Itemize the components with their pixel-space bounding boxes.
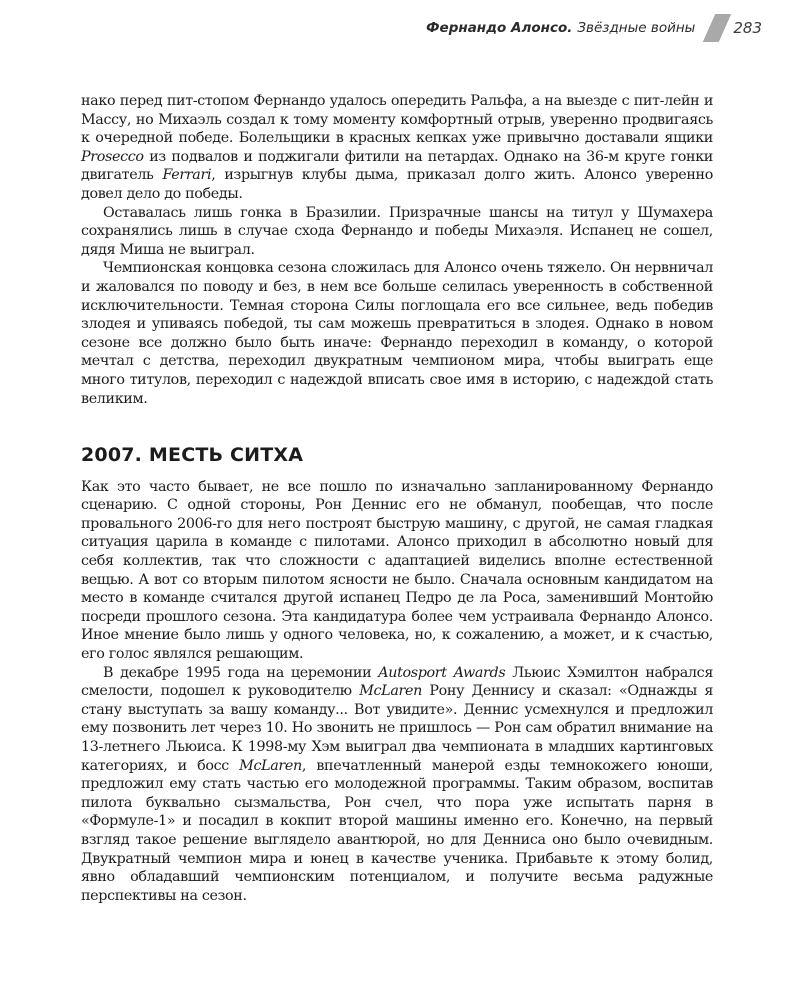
- italic-term: McLaren: [239, 757, 302, 774]
- italic-term: Prosecco: [81, 148, 144, 165]
- page-number-slash-decoration: [703, 14, 731, 42]
- page-number: 283: [733, 19, 762, 37]
- chapter-continuation: [81, 92, 713, 408]
- italic-term: McLaren: [359, 683, 422, 700]
- italic-term: Autosport Awards: [378, 664, 506, 681]
- page-body: [81, 92, 713, 905]
- body-paragraph: нако перед пит-стопом Фернандо удалось опередить Ральфа, а на выезде с пит-лейн и Массу, но Михаэль создал к тому моменту комфортный отрыв, уверенно продвигаясь к очередной победе. Болельщики в красных кепках уже привычно доставали ящики Prosecco из подвалов и поджигали фитили на петардах. Однако на 36-м круге гонки двигатель Ferrari, изрыгнув клубы дыма, приказал долго жить. Алонсо уверенно довел дело до победы.: [81, 93, 713, 202]
- body-paragraph: Оставалась лишь гонка в Бразилии. Призрачные шансы на титул у Шумахера сохранялись лишь в случае схода Фернандо и победы Михаэля. Испанец не сошел, дядя Миша не выиграл.: [81, 204, 713, 258]
- running-head: [426, 14, 762, 42]
- body-paragraph: В декабре 1995 года на церемонии Autosport Awards Льюис Хэмилтон набрался смелости, подошел к руководителю McLaren Рону Деннису и сказал: «Однажды я стану выступать за вашу команду... Вот увидите». Деннис усмехнулся и предложил ему позвонить лет через 10. Но звонить не пришлось — Рон сам обратил внимание на 13-летнего Льюиса. К 1998-му Хэм выиграл два чемпионата в младших картинговых категориях, и босс McLaren, впечатленный манерой езды темнокожего юноши, предложил ему стать частью его молодежной программы. Таким образом, воспитав пилота буквально сызмальства, Рон счел, что пора уже испытать парня в «Формуле-1» и посадил в кокпит второй машины именно его. Конечно, на первый взгляд такое решение выглядело авантюрой, но для Денниса оно было очевидным. Двукратный чемпион мира и юнец в качестве ученика. Прибавьте к этому болид, явно обладавший чемпионским потенциалом, и получите весьма радужные перспективы на сезон.: [81, 664, 713, 904]
- running-head-chapter-title: Звёздные войны: [577, 20, 696, 36]
- italic-term: Ferrari: [162, 167, 212, 184]
- running-head-book-title: Фернандо Алонсо.: [426, 20, 573, 36]
- section-2007: [81, 446, 713, 905]
- body-paragraph: Чемпионская концовка сезона сложилась для Алонсо очень тяжело. Он нервничал и жаловался по поводу и без, в нем все больше селилась уверенность в собственной исключительности. Темная сторона Силы поглощала его все сильнее, ведь победив злодея и упиваясь победой, ты сам можешь превратиться в злодея. Однако в новом сезоне все должно было быть иначе: Фернандо переходил в команду, о которой мечтал с детства, переходил двукратным чемпионом мира, чтобы выиграть еще много титулов, переходил с надеждой вписать свое имя в историю, с надеждой стать великим.: [81, 260, 713, 407]
- body-paragraph: Как это часто бывает, не все пошло по изначально запланированному Фернандо сценарию. С одной стороны, Рон Деннис его не обманул, пообещав, что после провального 2006-го для него построят быструю машину, с другой, не самая гладкая ситуация царила в команде с пилотами. Алонсо приходил в абсолютно новый для себя коллектив, так что сложности с адаптацией виделись вполне естественной вещью. А вот со вторым пилотом ясности не было. Сначала основным кандидатом на место в команде считался другой испанец Педро де ла Роса, заменивший Монтойю посреди прошлого сезона. Эта кандидатура более чем устраивала Фернандо Алонсо. Иное мнение было лишь у одного человека, но, к сожалению, а может, и к счастью, его голос являлся решающим.: [81, 478, 713, 663]
- section-heading: 2007. МЕСТЬ СИТХА: [81, 444, 304, 467]
